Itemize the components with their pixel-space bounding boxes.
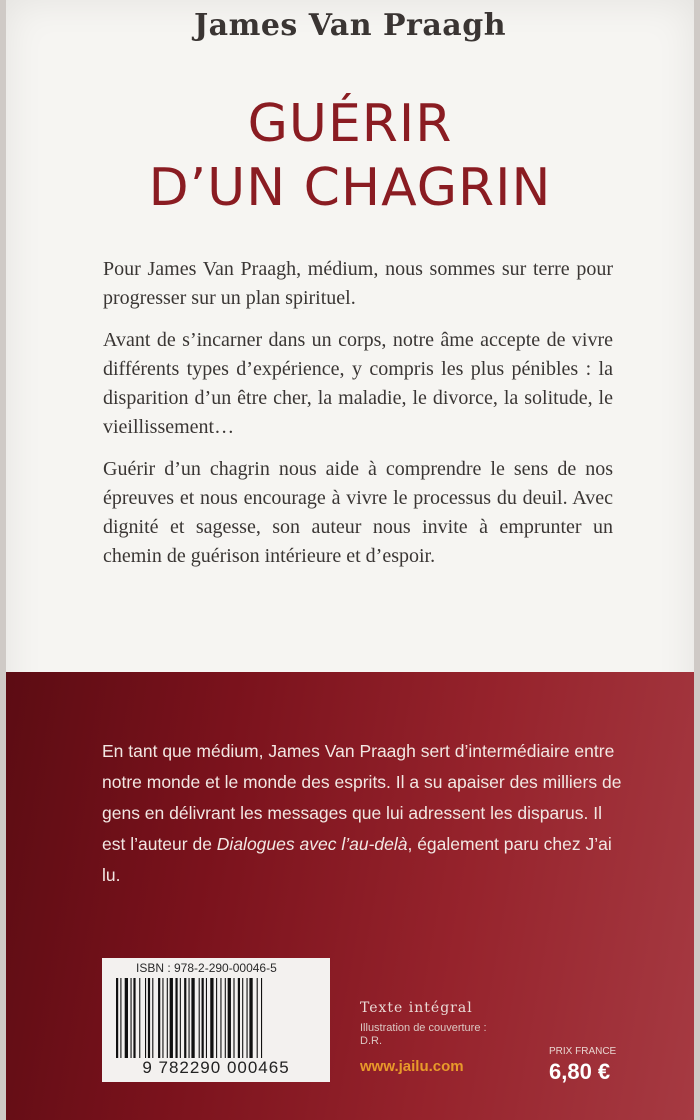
blurb-paragraph-1: Pour James Van Praagh, médium, nous sommes sur terre pour progresser sur un plan spirituel. (103, 258, 613, 309)
illustration-credit-label: Illustration de couverture : (360, 1022, 487, 1034)
illustration-credit (360, 1022, 487, 1048)
title-line-1: GUÉRIR (247, 94, 453, 154)
illustration-credit-value: D.R. (360, 1035, 382, 1047)
blurb-paragraph-2: Avant de s’incarner dans un corps, notre âme accepte de vivre différents types d’expérience, y compris les plus pénibles : la disparition d’un être cher, la maladie, le divorce, la solitude, le vieillissement… (103, 329, 613, 438)
isbn-label: ISBN : 978-2-290-00046-5 (136, 961, 277, 975)
barcode-number: 9 782290 000465 (142, 1058, 290, 1077)
back-cover-blurb (103, 255, 613, 584)
barcode-box (102, 958, 330, 1082)
bio-text: En tant que médium, James Van Praagh sert d’intermédiaire entre notre monde et le monde des esprits. Il a su apaiser des milliers de gens en délivrant les messages que lui adressent les disparus. Il est l’auteur de (102, 741, 622, 854)
edition-info (360, 1000, 487, 1048)
book-title (6, 92, 694, 220)
price: 6,80 € (549, 1059, 611, 1084)
barcode-icon (112, 978, 318, 1060)
bio-book-title: Dialogues avec l’au-delà (216, 834, 408, 854)
texte-integral: Texte intégral (360, 1000, 473, 1016)
title-line-2: D’UN CHAGRIN (148, 158, 552, 218)
blurb-paragraph-3: Guérir d’un chagrin nous aide à comprendre le sens de nos épreuves et nous encourage à vivre le processus du deuil. Avec dignité et sagesse, son auteur nous invite à emprunter un chemin de guérison intérieure et d’espoir. (103, 458, 613, 567)
bio-text-end: , également paru chez J’ai lu. (102, 834, 612, 885)
author-name: James Van Praagh (193, 8, 507, 43)
publisher-website: www.jailu.com (360, 1058, 464, 1075)
book-back-cover (6, 0, 694, 1120)
price-label: PRIX FRANCE (549, 1046, 617, 1057)
author-bio (102, 736, 622, 891)
